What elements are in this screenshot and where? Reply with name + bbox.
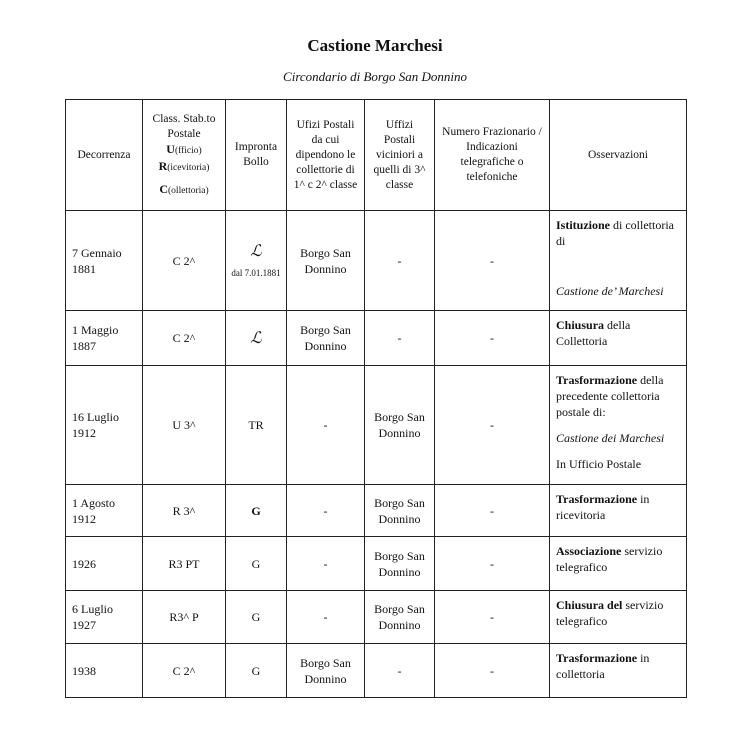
header-class-ricevitoria [147, 159, 221, 176]
obs-bold: Chiusura [556, 318, 605, 332]
cell-decorrenza: 1 Agosto 1912 [66, 485, 143, 537]
cell-numero: - [435, 537, 550, 591]
header-ufizi: Ufizi Postali da cui dipendono le collettorie di 1^ c 2^ classe [287, 100, 365, 211]
cell-classe: C 2^ [143, 311, 226, 366]
cell-numero: - [435, 366, 550, 485]
cell-osservazioni [550, 211, 687, 311]
header-classificazione [143, 100, 226, 211]
cell-osservazioni [550, 366, 687, 485]
table-row [66, 644, 687, 698]
cell-ufizi: Borgo San Donnino [287, 211, 365, 311]
cell-vicini: Borgo San Donnino [365, 537, 435, 591]
cell-numero: - [435, 591, 550, 644]
obs-bold: Chiusura del [556, 598, 623, 612]
cell-ufizi: - [287, 485, 365, 537]
cell-bollo [226, 311, 287, 366]
bollo-mark: G [251, 503, 261, 518]
cell-bollo [226, 211, 287, 311]
cell-osservazioni [550, 644, 687, 698]
cell-ufizi: Borgo San Donnino [287, 311, 365, 366]
obs-text: della Collettoria [556, 318, 631, 348]
table-row [66, 211, 687, 311]
cell-ufizi: Borgo San Donnino [287, 644, 365, 698]
header-uffizi-vicini: Uffizi Postali viciniori a quelli di 3^ classe [365, 100, 435, 211]
cell-decorrenza: 16 Luglio 1912 [66, 366, 143, 485]
page-title: Castione Marchesi [307, 36, 443, 55]
header-decorrenza: Decorrenza [66, 100, 143, 211]
cell-vicini: Borgo San Donnino [365, 366, 435, 485]
obs-bold: Associazione [556, 544, 622, 558]
obs-bold: Trasformazione [556, 492, 638, 506]
cell-ufizi: - [287, 537, 365, 591]
cell-vicini: - [365, 644, 435, 698]
class-u-rest: (fficio) [174, 145, 202, 156]
cell-ufizi: - [287, 366, 365, 485]
class-r-rest: (icevitoria) [167, 162, 210, 173]
cell-classe: C 2^ [143, 211, 226, 311]
table-row [66, 591, 687, 644]
class-c-rest: (ollettoria) [168, 185, 209, 196]
cell-classe: R 3^ [143, 485, 226, 537]
obs-italic: Castione dei Marchesi [556, 431, 665, 445]
obs-italic: Castione de’ Marchesi [556, 284, 664, 298]
bollo-script-mark: ℒ [250, 327, 262, 347]
header-class-collettoria [147, 182, 221, 199]
header-row [66, 100, 687, 211]
cell-decorrenza: 1938 [66, 644, 143, 698]
obs-text: servizio telegrafico [556, 598, 664, 628]
obs-text: della precedente collettoria postale di: [556, 373, 664, 419]
cell-ufizi: - [287, 591, 365, 644]
cell-bollo: G [226, 537, 287, 591]
table-row [66, 366, 687, 485]
obs-text: in collettoria [556, 651, 650, 681]
cell-decorrenza: 1926 [66, 537, 143, 591]
cell-osservazioni [550, 591, 687, 644]
cell-numero: - [435, 485, 550, 537]
cell-osservazioni [550, 485, 687, 537]
cell-bollo [226, 485, 287, 537]
cell-decorrenza: 7 Gennaio 1881 [66, 211, 143, 311]
obs-bold: Trasformazione [556, 651, 638, 665]
cell-numero: - [435, 311, 550, 366]
cell-classe: R3^ P [143, 591, 226, 644]
header-class-ufficio [147, 142, 221, 159]
header-class-line2: Postale [167, 127, 201, 140]
class-c-letter: C [159, 181, 169, 196]
cell-classe: U 3^ [143, 366, 226, 485]
cell-classe: R3 PT [143, 537, 226, 591]
cell-vicini: - [365, 211, 435, 311]
header-osservazioni: Osservazioni [550, 100, 687, 211]
table-row [66, 485, 687, 537]
class-r-letter: R [158, 158, 168, 173]
obs-text: in ricevitoria [556, 492, 650, 522]
cell-bollo: G [226, 644, 287, 698]
class-u-letter: U [166, 141, 175, 156]
cell-osservazioni [550, 537, 687, 591]
cell-decorrenza: 1 Maggio 1887 [66, 311, 143, 366]
table-row [66, 537, 687, 591]
bollo-script-mark: ℒ [250, 240, 262, 260]
cell-vicini: Borgo San Donnino [365, 485, 435, 537]
cell-vicini: Borgo San Donnino [365, 591, 435, 644]
cell-numero: - [435, 644, 550, 698]
header-impronta: Impronta Bollo [226, 100, 287, 211]
cell-decorrenza: 6 Luglio 1927 [66, 591, 143, 644]
obs-extra: In Ufficio Postale [556, 457, 642, 471]
cell-numero: - [435, 211, 550, 311]
cell-osservazioni [550, 311, 687, 366]
header-numero: Numero Frazionario / Indicazioni telegrafiche o telefoniche [435, 100, 550, 211]
table-row [66, 311, 687, 366]
cell-classe: C 2^ [143, 644, 226, 698]
obs-text: servizio telegrafico [556, 544, 663, 574]
obs-bold: Trasformazione [556, 373, 638, 387]
obs-bold: Istituzione [556, 218, 610, 232]
cell-vicini: - [365, 311, 435, 366]
obs-text: di collettoria di [556, 218, 674, 248]
cell-bollo: TR [226, 366, 287, 485]
bollo-note: dal 7.01.1881 [231, 267, 281, 278]
cell-bollo: G [226, 591, 287, 644]
page-subtitle: Circondario di Borgo San Donnino [283, 69, 467, 84]
header-class-line1: Class. Stab.to [152, 112, 216, 125]
postal-history-table [65, 99, 687, 698]
